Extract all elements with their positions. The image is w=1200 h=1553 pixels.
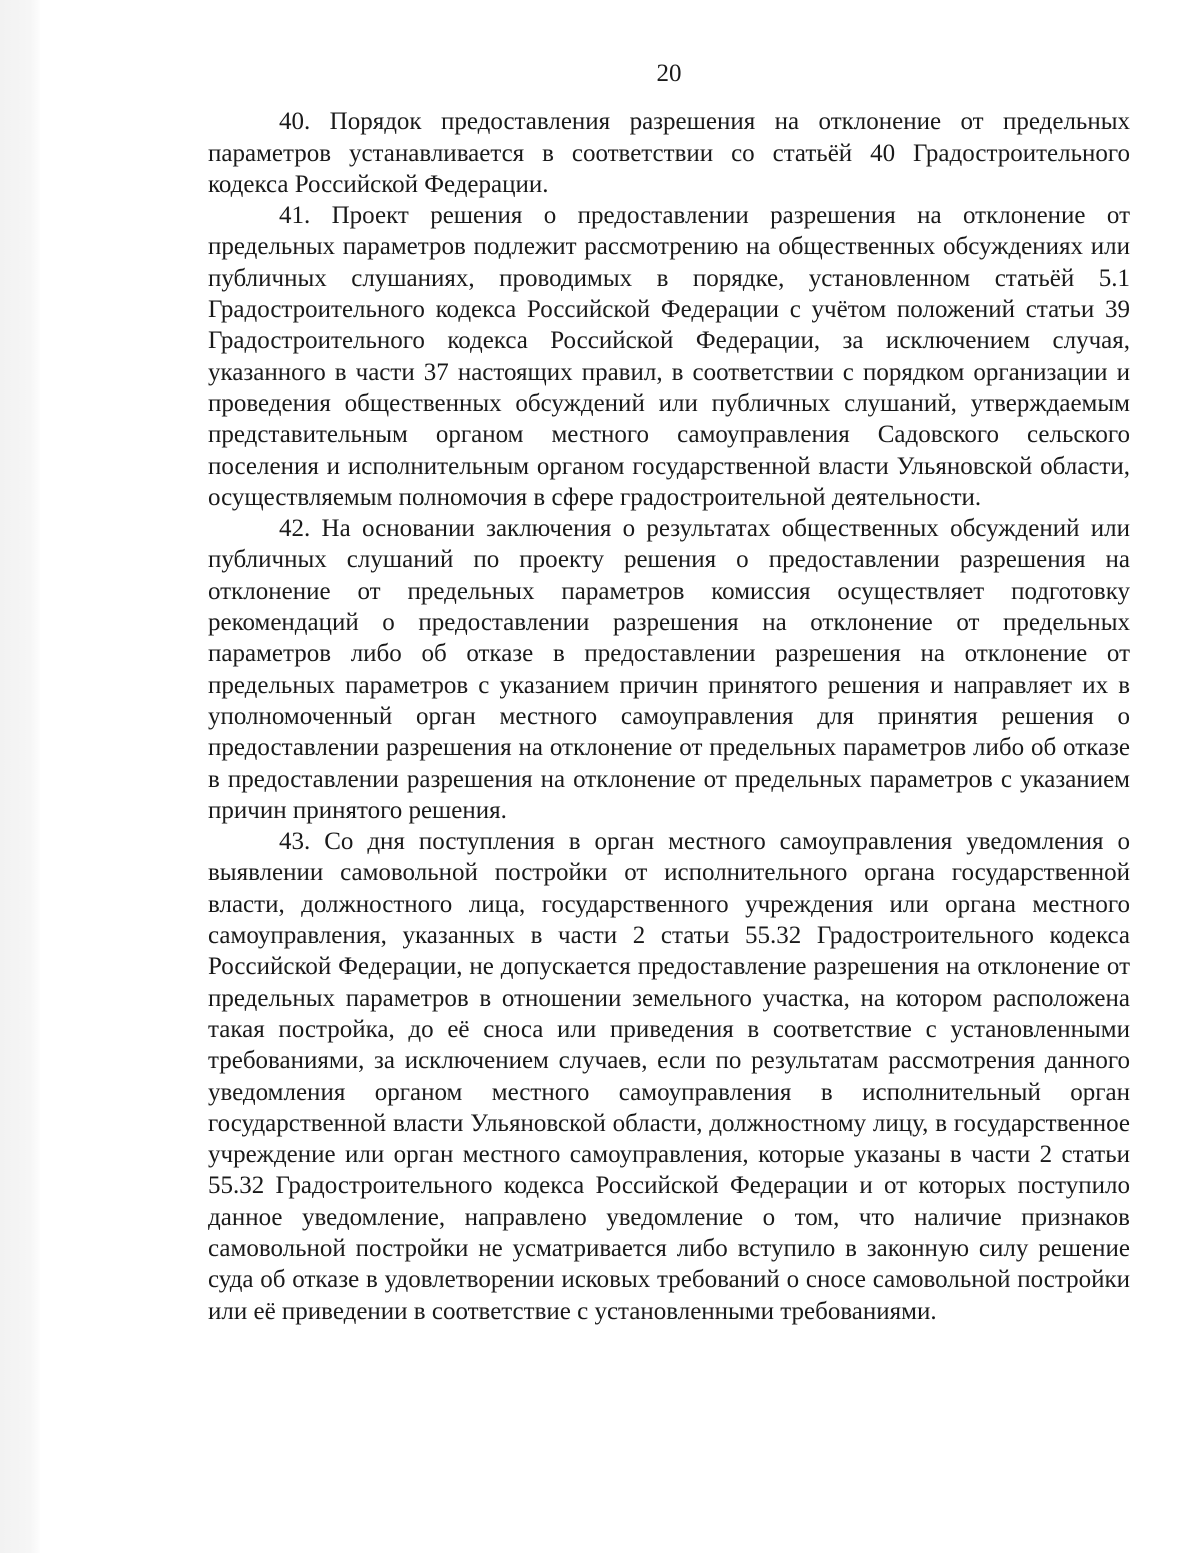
paragraph-42: 42. На основании заключения о результатах общественных обсуждений или публичных слушаний по проекту решения о предоставлении разрешения на отклонение от предельных параметров комиссия осуществляет подготовку рекомендаций о предоставлении разрешения на отклонение от предельных параметров либо об отказе в предоставлении разрешения на отклонение от предельных параметров с указанием причин принятого решения и направляет их в уполномоченный орган местного самоуправления для принятия решения о предоставлении разрешения на отклонение от предельных параметров либо об отказе в предоставлении разрешения на отклонение от предельных параметров с указанием причин принятого решения. <box>208 515 1130 824</box>
paragraph-43: 43. Со дня поступления в орган местного самоуправления уведомления о выявлении самовольной постройки от исполнительного органа государственной власти, должностного лица, государственного учреждения или органа местного самоуправления, указанных в части 2 статьи 55.32 Градостроительного кодекса Российской Федерации, не допускается предоставление разрешения на отклонение от предельных параметров в отношении земельного участка, на котором расположена такая постройка, до её сноса или приведения в соответствие с установленными требованиями, за исключением случаев, если по результатам рассмотрения данного уведомления органом местного самоуправления в исполнительный орган государственной власти Ульяновской области, должностному лицу, в государственное учреждение или орган местного самоуправления, которые указаны в части 2 статьи 55.32 Градостроительного кодекса Российской Федерации и от которых поступило данное уведомление, направлено уведомление о том, что наличие признаков самовольной постройки не усматривается либо вступило в законную силу решение суда об отказе в удовлетворении исковых требований о сносе самовольной постройки или её приведении в соответствие с установленными требованиями. <box>208 828 1130 1325</box>
paragraph-41: 41. Проект решения о предоставлении разрешения на отклонение от предельных параметров подлежит рассмотрению на общественных обсуждениях или публичных слушаниях, проводимых в порядке, установленном статьёй 5.1 Градостроительного кодекса Российской Федерации с учётом положений статьи 39 Градостроительного кодекса Российской Федерации, за исключением случая, указанного в части 37 настоящих правил, в соответствии с порядком организации и проведения общественных обсуждений или публичных слушаний, утверждаемым представительным органом местного самоуправления Садовского сельского поселения и исполнительным органом государственной власти Ульяновской области, осуществляемым полномочия в сфере градостроительной деятельности. <box>208 202 1130 511</box>
document-page <box>208 58 1130 1327</box>
scan-edge-shadow <box>0 0 40 1553</box>
paragraph-40: 40. Порядок предоставления разрешения на отклонение от предельных параметров устанавливается в соответствии со статьёй 40 Градостроительного кодекса Российской Федерации. <box>208 108 1130 198</box>
page-number: 20 <box>656 60 682 87</box>
